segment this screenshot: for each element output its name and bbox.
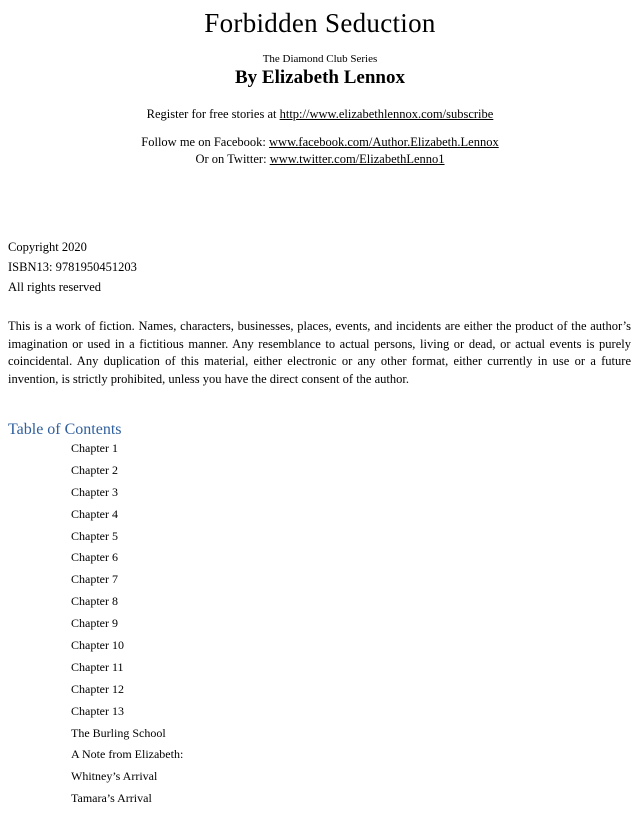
toc-item[interactable]: Chapter 12 <box>71 681 124 696</box>
toc-item[interactable]: Chapter 9 <box>71 616 118 631</box>
series-name: The Diamond Club Series <box>262 53 378 65</box>
twitter-label: Or on Twitter: <box>195 152 270 166</box>
toc-item[interactable]: The Burling School <box>71 725 166 740</box>
twitter-link[interactable]: www.twitter.com/ElizabethLenno1 <box>269 152 445 166</box>
copyright-year: Copyright 2020 <box>8 240 87 254</box>
facebook-link[interactable]: www.facebook.com/Author.Elizabeth.Lennox <box>269 135 499 149</box>
toc-heading: Table of Contents <box>8 421 122 438</box>
fiction-disclaimer: This is a work of fiction. Names, characters, businesses, places, events, and incidents are either the product of the author’s imagination or used in a fictitious manner. Any resemblance to actual persons, living or dead, or actual events is purely coincidental. Any duplication of this material, either electronic or any other format, either currently in use or a future invention, is strictly prohibited, unless you have the direct consent of the author. <box>8 319 631 386</box>
toc-item[interactable]: Chapter 10 <box>71 638 124 653</box>
toc-item[interactable]: Chapter 13 <box>71 703 124 718</box>
register-label: Register for free stories at <box>146 107 280 121</box>
toc-item[interactable]: Chapter 11 <box>71 659 124 674</box>
toc-item[interactable]: Chapter 8 <box>71 594 118 609</box>
register-link[interactable]: http://www.elizabethlennox.com/subscribe <box>279 107 494 121</box>
facebook-label: Follow me on Facebook: <box>141 135 270 149</box>
book-title: Forbidden Seduction <box>204 8 436 38</box>
author-byline: By Elizabeth Lennox <box>235 67 405 88</box>
toc-item[interactable]: Chapter 1 <box>71 441 118 455</box>
rights-line: All rights reserved <box>8 280 102 294</box>
twitter-line <box>0 151 640 167</box>
toc-list <box>71 440 183 812</box>
toc-item[interactable]: Chapter 3 <box>71 484 118 499</box>
toc-item[interactable]: Chapter 2 <box>71 462 118 477</box>
register-line <box>0 106 640 122</box>
toc-item[interactable]: Chapter 7 <box>71 572 118 587</box>
toc-item[interactable]: Chapter 5 <box>71 528 118 543</box>
toc-item[interactable]: Chapter 4 <box>71 506 118 521</box>
toc-item[interactable]: Chapter 6 <box>71 550 118 565</box>
toc-item[interactable]: Whitney’s Arrival <box>71 769 158 784</box>
facebook-line <box>0 134 640 150</box>
toc-item[interactable]: Tamara’s Arrival <box>71 791 152 806</box>
isbn-line: ISBN13: 9781950451203 <box>8 260 137 274</box>
toc-item[interactable]: A Note from Elizabeth: <box>71 747 184 762</box>
